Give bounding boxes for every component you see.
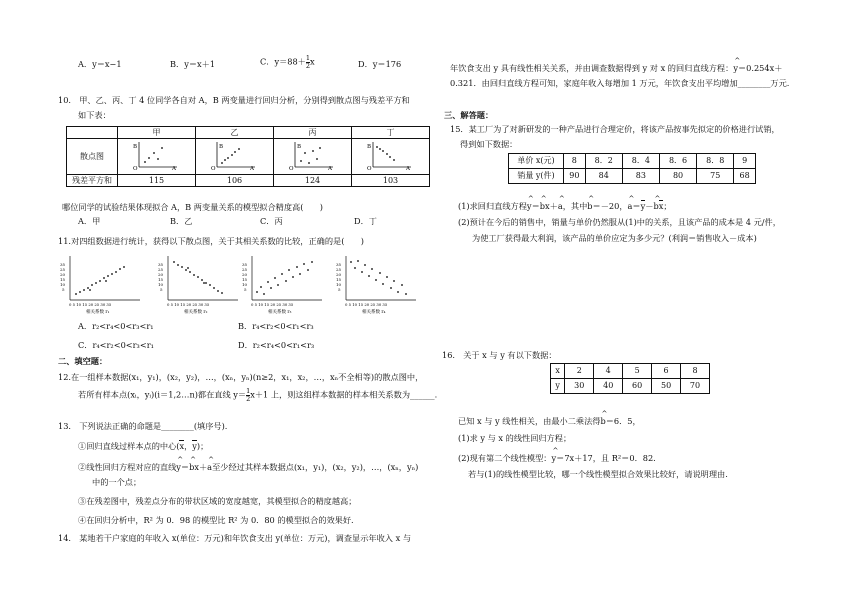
scatter-y-ticks: 35 25 20 15 10 5 xyxy=(158,262,164,292)
q10-scatter-yi xyxy=(196,139,274,175)
section-answer-heading: 三、解答题： xyxy=(444,110,494,120)
scatter-x-ticks: 0 5 10 15 20 25 30 35 xyxy=(251,302,294,307)
q15-p1-ybar: y xyxy=(640,201,646,211)
q14-line3: 0.321．由回归直线方程可知，家庭年收入每增加 1 万元，年饮食支出平均增加________万元. xyxy=(450,78,790,88)
mini-axis-b: B xyxy=(296,144,301,150)
mini-scatter-yi xyxy=(205,139,265,171)
mini-axis-a: A xyxy=(405,166,410,171)
scatter-y-ticks: 35 25 20 15 10 5 xyxy=(336,262,342,292)
q13-item1-mid: ， xyxy=(184,441,193,451)
scatter-r3-caption: 相关系数 r₃ xyxy=(268,310,292,314)
q16-x-cell: 8 xyxy=(681,364,710,379)
q13-item2-bhat: ^ b xyxy=(189,462,194,472)
q15-p1-bhat3: ^ b xyxy=(653,201,658,211)
q15-p1-xbar: x xyxy=(658,201,664,211)
scatter-r1-caption: 相关系数 r₁ xyxy=(86,310,110,314)
q15-line2: 得到如下数据： xyxy=(460,139,518,149)
q10-residual-ding: 103 xyxy=(352,175,430,187)
q10-stem-line1: 10. 甲、乙、丙、丁 4 位同学各自对 A，B 两变量进行回归分析，分别得到散点图与残差平方和 xyxy=(58,95,410,105)
q14-line2 xyxy=(450,63,782,73)
q9-option-a: A．y＝x−1 xyxy=(78,59,122,69)
q9-option-c-suffix: x xyxy=(310,56,315,67)
q11-chart-r3 xyxy=(242,252,328,316)
q16-given xyxy=(458,416,641,426)
q15-p1-mid: ，其中 xyxy=(562,201,588,211)
q16-part2 xyxy=(458,453,656,463)
q12-line2-post: x＋1 上，则这组样本数据的样本相关系数为______. xyxy=(250,389,438,400)
q16-given-bhat: ^ b xyxy=(600,416,605,426)
q15-p1-x: x＋ xyxy=(545,201,558,211)
mini-axis-o: O xyxy=(288,166,294,171)
q10-table xyxy=(66,126,430,187)
q15-price-cell: 9 xyxy=(734,154,756,169)
q15-p1-eq: ＝ xyxy=(531,201,540,211)
q16-p2-yhat: ^ y xyxy=(551,453,556,463)
q16-row1-label: x xyxy=(551,364,565,379)
q10-option-d: D．丁 xyxy=(354,216,377,226)
q16-stem: 16. 关于 x 与 y 有以下数据： xyxy=(442,350,557,360)
mini-axis-a: A xyxy=(171,166,176,171)
scatter-x-ticks: 0 5 10 15 20 25 30 35 xyxy=(345,302,388,307)
q15-sales-cell: 90 xyxy=(564,169,586,184)
q10-header-yi: 乙 xyxy=(196,127,274,139)
q16-given-pre: 已知 x 与 y 线性相关，由最小二乘法得 xyxy=(458,416,601,426)
mini-axis-o: O xyxy=(366,166,372,171)
q11-option-a: A．r₂<r₄<0<r₃<r₁ xyxy=(78,321,154,331)
q15-part2-line2: 为使工厂获得最大利润，该产品的单价应定为多少元？(利润＝销售收入－成本) xyxy=(472,233,757,243)
q15-row2-label: 销量 y(件) xyxy=(509,169,564,184)
q15-price-cell: 8．8 xyxy=(697,154,734,169)
q14-line2-post: ＝0.254x＋ xyxy=(737,63,783,73)
q11-stem: 11.对四组数据进行统计，获得以下散点图，关于其相关系数的比较，正确的是( ) xyxy=(58,236,364,246)
mini-axis-b: B xyxy=(366,144,371,150)
q15-sales-cell: 84 xyxy=(585,169,622,184)
q15-p1-pre: (1)求回归直线方程 xyxy=(458,201,527,211)
mini-axis-b: B xyxy=(218,144,223,150)
q12-line1: 12.在一组样本数据(x₁，y₁)，(x₂，y₂)，…，(xₙ，yₙ)(n≥2，x₁，x₂，…，xₙ不全相等)的散点图中， xyxy=(58,372,424,382)
q10-residual-label: 残差平方和 xyxy=(67,175,118,187)
q13-item2-yhat: ^ y xyxy=(176,462,181,472)
q15-row1-label: 单价 x(元) xyxy=(509,154,564,169)
q15-p1-minus: － xyxy=(645,201,654,211)
q10-scatter-label: 散点图 xyxy=(67,139,118,175)
q13-item2-eq: ＝ xyxy=(180,462,190,472)
q10-option-a: A．甲 xyxy=(78,216,101,226)
section-fill-in-heading: 二、填空题： xyxy=(58,356,108,366)
q15-part2-line1: (2)预计在今后的销售中，销量与单价仍然服从(1)中的关系，且该产品的成本是 4 元/件， xyxy=(458,217,781,227)
q13-item1-ybar: y xyxy=(192,441,197,451)
q15-sales-cell: 83 xyxy=(622,169,659,184)
q12-line2 xyxy=(78,388,437,403)
q11-chart-r1 xyxy=(60,252,146,316)
q15-price-cell: 8．2 xyxy=(585,154,622,169)
q13-item1-post: )； xyxy=(196,441,209,451)
q15-price-cell: 8 xyxy=(564,154,586,169)
mini-axis-a: A xyxy=(249,166,254,171)
q16-given-post: ＝6．5， xyxy=(605,416,641,426)
q13-item2 xyxy=(78,462,418,472)
q10-option-c: C．丙 xyxy=(260,216,283,226)
q15-p1-end: ； xyxy=(663,201,672,211)
q9-option-b: B．y＝x＋1 xyxy=(170,59,216,69)
mini-axis-b: B xyxy=(132,144,137,150)
q10-residual-jia: 115 xyxy=(118,175,196,187)
q10-scatter-bing xyxy=(274,139,352,175)
q10-residual-bing: 124 xyxy=(274,175,352,187)
q15-line1: 15．某工厂为了对新研发的一种产品进行合理定价，将该产品按事先拟定的价格进行试销， xyxy=(450,124,780,134)
q9-option-d: D．y＝176 xyxy=(358,59,402,69)
scatter-r4-caption: 相关系数 r₄ xyxy=(362,310,386,314)
q16-x-cell: 2 xyxy=(565,364,594,379)
q15-table xyxy=(508,153,756,184)
q15-p1-bhat2: ^ b xyxy=(587,201,592,211)
q15-price-cell: 8．4 xyxy=(622,154,659,169)
q16-part1: (1)求 y 与 x 的线性回归方程； xyxy=(458,433,572,443)
q16-x-cell: 5 xyxy=(623,364,652,379)
q11-chart-r2 xyxy=(158,252,244,316)
q10-question: 哪位同学的试验结果体现拟合 A，B 两变量关系的模型拟合精度高( ) xyxy=(62,202,323,212)
q15-p1-bhat: ^ b xyxy=(540,201,545,211)
q11-option-d: D．r₂<r₄<0<r₁<r₃ xyxy=(238,340,315,350)
q13-stem: 13. 下列说法正确的命题是________(填序号). xyxy=(58,421,228,431)
q15-price-cell: 8．6 xyxy=(659,154,696,169)
q10-residual-yi: 106 xyxy=(196,175,274,187)
q13-item1-xbar: x xyxy=(179,441,185,451)
scatter-y-ticks: 35 25 20 15 10 5 xyxy=(60,262,66,292)
q16-table xyxy=(550,363,710,394)
q12-line2-pre: 若所有样本点(xᵢ，yᵢ)(i＝1,2…n)都在直线 y＝ xyxy=(78,389,247,400)
q16-x-cell: 6 xyxy=(652,364,681,379)
q12-frac-den: 2 xyxy=(246,395,251,403)
scatter-r1-plot xyxy=(60,252,146,314)
q13-item2-ahat: ^ a xyxy=(207,462,212,472)
scatter-x-ticks: 0 5 10 15 20 25 30 35 xyxy=(69,302,112,307)
q15-p1-ahat: ^ a xyxy=(558,201,563,211)
q13-item4: ④在回归分析中，R² 为 0．98 的模型比 R² 为 0．80 的模型拟合的效果好. xyxy=(78,515,354,525)
scatter-r2-plot xyxy=(158,252,244,314)
q15-sales-cell: 68 xyxy=(734,169,756,184)
q10-header-empty xyxy=(67,127,118,139)
q13-item2-post: 至少经过其样本数据点(x₁，y₁)，(x₂，y₂)，…，(xₙ，yₙ) xyxy=(212,462,419,472)
q15-sales-cell: 75 xyxy=(697,169,734,184)
q13-item2-pre: ②线性回归方程对应的直线 xyxy=(78,462,177,472)
q9-option-c xyxy=(260,55,315,70)
q13-item2-x: x＋ xyxy=(194,462,208,472)
q16-y-cell: 60 xyxy=(623,379,652,394)
q15-p1-yhat: ^ y xyxy=(527,201,532,211)
q11-option-b: B．r₄<r₂<0<r₁<r₃ xyxy=(238,321,314,331)
q16-row2-label: y xyxy=(551,379,565,394)
q13-item3: ③在残差图中，残差点分布的带状区域的宽度越宽，其模型拟合的精度越高； xyxy=(78,496,357,506)
scatter-r2-caption: 相关系数 r₂ xyxy=(184,310,208,314)
q16-p2-pre: (2)现有第二个线性模型： xyxy=(458,453,552,463)
q14-line2-pre: 年饮食支出 y 具有线性相关关系，并由调查数据得到 y 对 x 的回归直线方程： xyxy=(450,63,734,73)
mini-axis-o: O xyxy=(132,166,138,171)
q11-chart-r4 xyxy=(336,252,422,316)
q14-yhat: ^ y xyxy=(733,63,738,73)
q10-option-b: B．乙 xyxy=(170,216,193,226)
mini-scatter-bing xyxy=(283,139,343,171)
q9-frac-num: 1 xyxy=(305,54,311,62)
q15-sales-cell: 80 xyxy=(659,169,696,184)
q16-y-cell: 30 xyxy=(565,379,594,394)
scatter-y-ticks: 35 25 20 15 10 5 xyxy=(242,262,248,292)
q16-p2-post: ＝7x＋17，且 R²＝0．82. xyxy=(556,453,656,463)
q11-option-c: C．r₄<r₂<0<r₃<r₁ xyxy=(78,340,154,350)
mini-axis-a: A xyxy=(327,166,332,171)
scatter-r4-plot xyxy=(336,252,422,314)
q10-header-jia: 甲 xyxy=(118,127,196,139)
q13-item1-pre: ①回归直线过样本点的中心( xyxy=(78,441,180,451)
q16-x-cell: 4 xyxy=(594,364,623,379)
q14-line1: 14. 某地若干户家庭的年收入 x(单位：万元)和年饮食支出 y(单位：万元)，调查显示年收入 x 与 xyxy=(58,533,412,543)
q10-scatter-jia xyxy=(118,139,196,175)
q13-item2-line2: 中的一个点； xyxy=(92,477,142,487)
q16-y-cell: 40 xyxy=(594,379,623,394)
mini-scatter-ding xyxy=(361,139,421,171)
q16-y-cell: 50 xyxy=(652,379,681,394)
q10-header-bing: 丙 xyxy=(274,127,352,139)
mini-scatter-jia xyxy=(127,139,187,171)
scatter-r3-plot xyxy=(242,252,328,314)
q15-p1-val: ＝－20， xyxy=(592,201,628,211)
q16-y-cell: 70 xyxy=(681,379,710,394)
q12-frac-num: 1 xyxy=(246,387,251,395)
q15-p1-eq2: ＝ xyxy=(632,201,641,211)
q13-item1 xyxy=(78,441,208,451)
q10-stem-line2: 如下表： xyxy=(78,110,111,120)
q15-p1-ahat2: ^ a xyxy=(628,201,633,211)
q15-part1 xyxy=(458,201,672,211)
q10-scatter-ding xyxy=(352,139,430,175)
q16-part2-line2: 若与(1)的线性模型比较，哪一个线性模型拟合效果比较好，请说明理由. xyxy=(468,469,728,479)
q9-frac-den: 2 xyxy=(305,62,311,70)
q10-header-ding: 丁 xyxy=(352,127,430,139)
mini-axis-o: O xyxy=(210,166,216,171)
scatter-x-ticks: 0 5 10 15 20 25 30 35 xyxy=(167,302,210,307)
q9-option-c-prefix: C．y＝88＋ xyxy=(260,56,306,67)
